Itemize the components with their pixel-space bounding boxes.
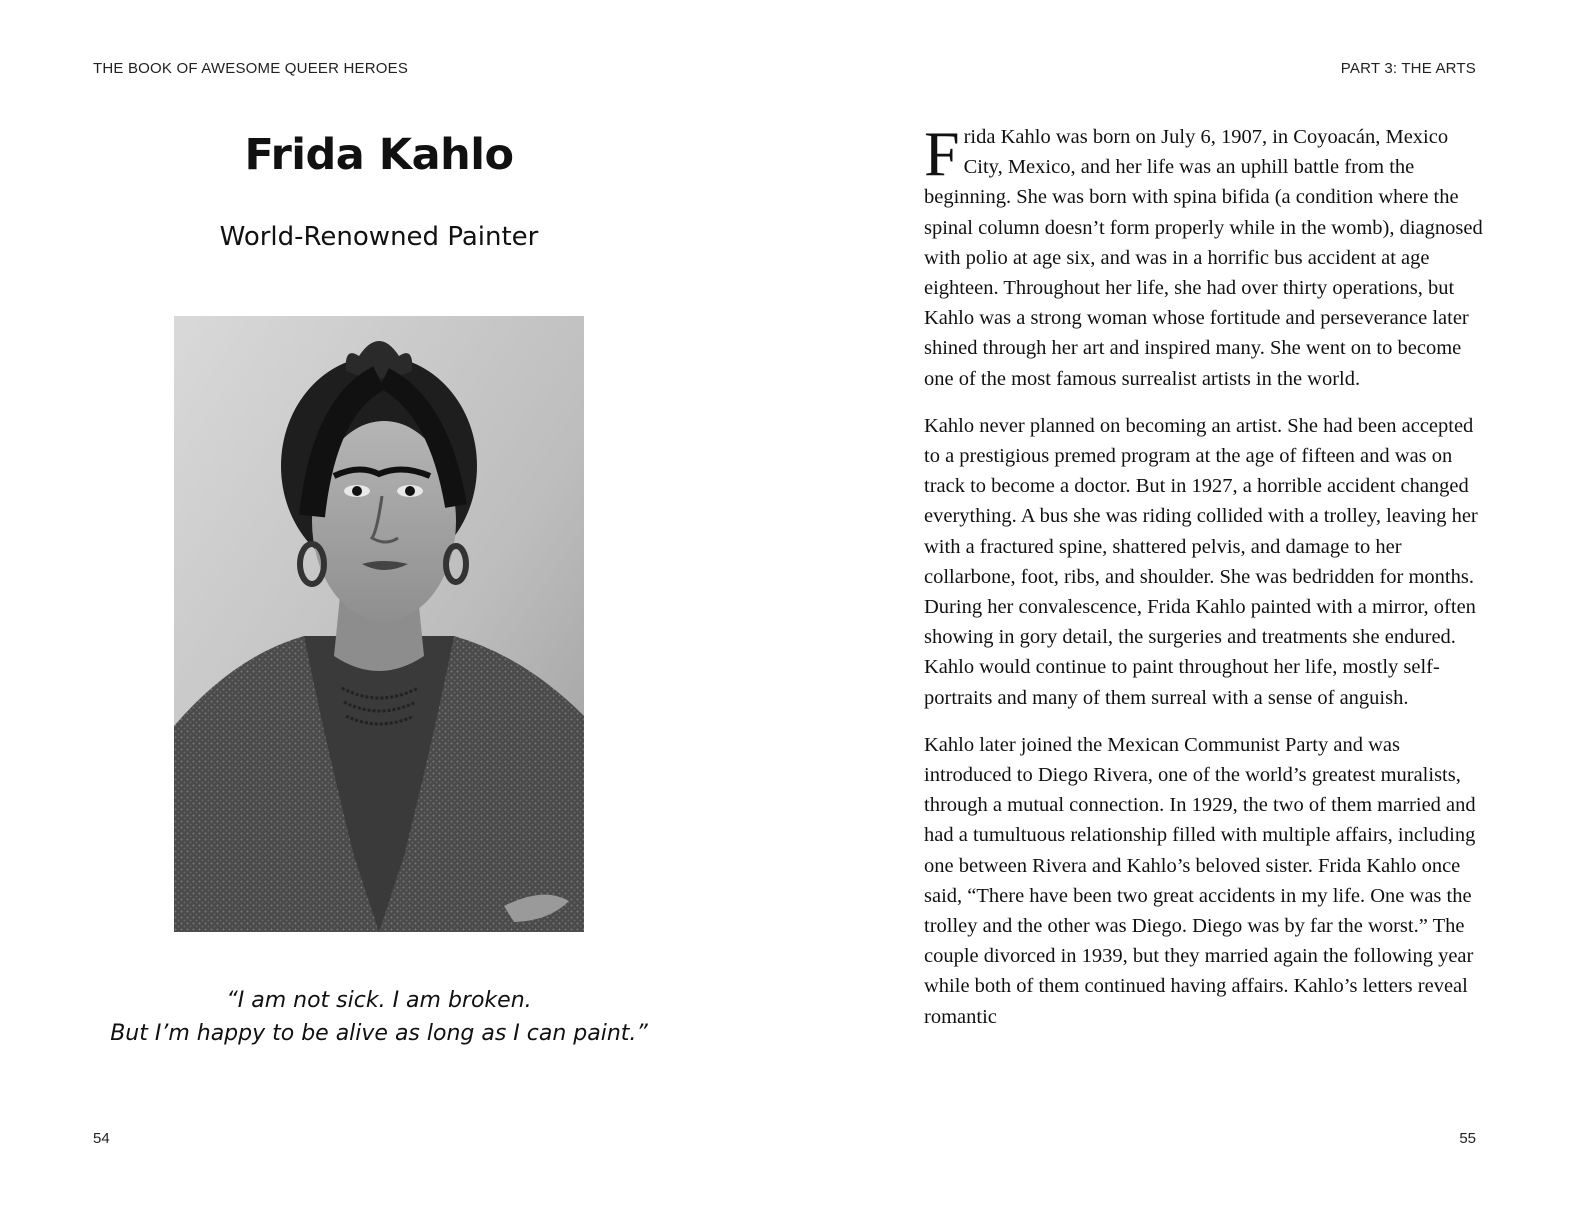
quote xyxy=(0,984,758,1050)
portrait-photo xyxy=(174,316,584,932)
subtitle: World-Renowned Painter xyxy=(219,222,539,252)
paragraph-1-text: rida Kahlo was born on July 6, 1907, in Coyoacán, Mexico City, Mexico, and her life was an uphill battle from the beginning. She was born with spina bifida (a condition where the spinal column doesn’t form properly while in the womb), diagnosed with polio at age six, and was in a horrific bus accident at age eighteen. Throughout her life, she had over thirty operations, but Kahlo was a strong woman whose fortitude and perseverance later shined through her art and inspired many. She went on to become one of the most famous surrealist artists in the world. xyxy=(924,126,1483,390)
paragraph-2: Kahlo never planned on becoming an artist. She had been accepted to a prestigious premed program at the age of fifteen and was on track to become a doctor. But in 1927, a horrible accident changed everything. A bus she was riding collided with a trolley, leaving her with a fractured spine, shattered pelvis, and damage to her collarbone, foot, ribs, and shoulder. She was bedridden for months. During her convalescence, Frida Kahlo painted with a mirror, often showing in gory detail, the surgeries and treatments she endured. Kahlo would continue to paint throughout her life, mostly self-portraits and many of them surreal with a sense of anguish. xyxy=(924,414,1478,709)
page-number-left: 54 xyxy=(93,1130,110,1147)
running-head-section: PART 3: THE ARTS xyxy=(1340,60,1476,77)
page-title: Frida Kahlo xyxy=(244,130,514,180)
drop-cap: F xyxy=(924,118,960,189)
right-page xyxy=(792,0,1584,1224)
running-head-book-title: THE BOOK OF AWESOME QUEER HEROES xyxy=(93,60,409,77)
quote-line-1: “I am not sick. I am broken. xyxy=(226,988,532,1013)
page-number-right: 55 xyxy=(1459,1130,1476,1147)
paragraph-3: Kahlo later joined the Mexican Communist Party and was introduced to Diego Rivera, one of the world’s greatest muralists, through a mutual connection. In 1929, the two of them married and had a tumultuous relationship filled with multiple affairs, including one between Rivera and Kahlo’s beloved sister. Frida Kahlo once said, “There have been two great accidents in my life. One was the trolley and the other was Diego. Diego was by far the worst.” The couple divorced in 1939, but they married again the following year while both of them continued having affairs. Kahlo’s letters reveal romantic xyxy=(924,733,1476,1028)
article-body xyxy=(924,118,1490,1049)
quote-line-2: But I’m happy to be alive as long as I can paint.” xyxy=(110,1021,648,1046)
portrait-illustration xyxy=(174,316,584,932)
paragraph-1 xyxy=(924,118,1490,394)
